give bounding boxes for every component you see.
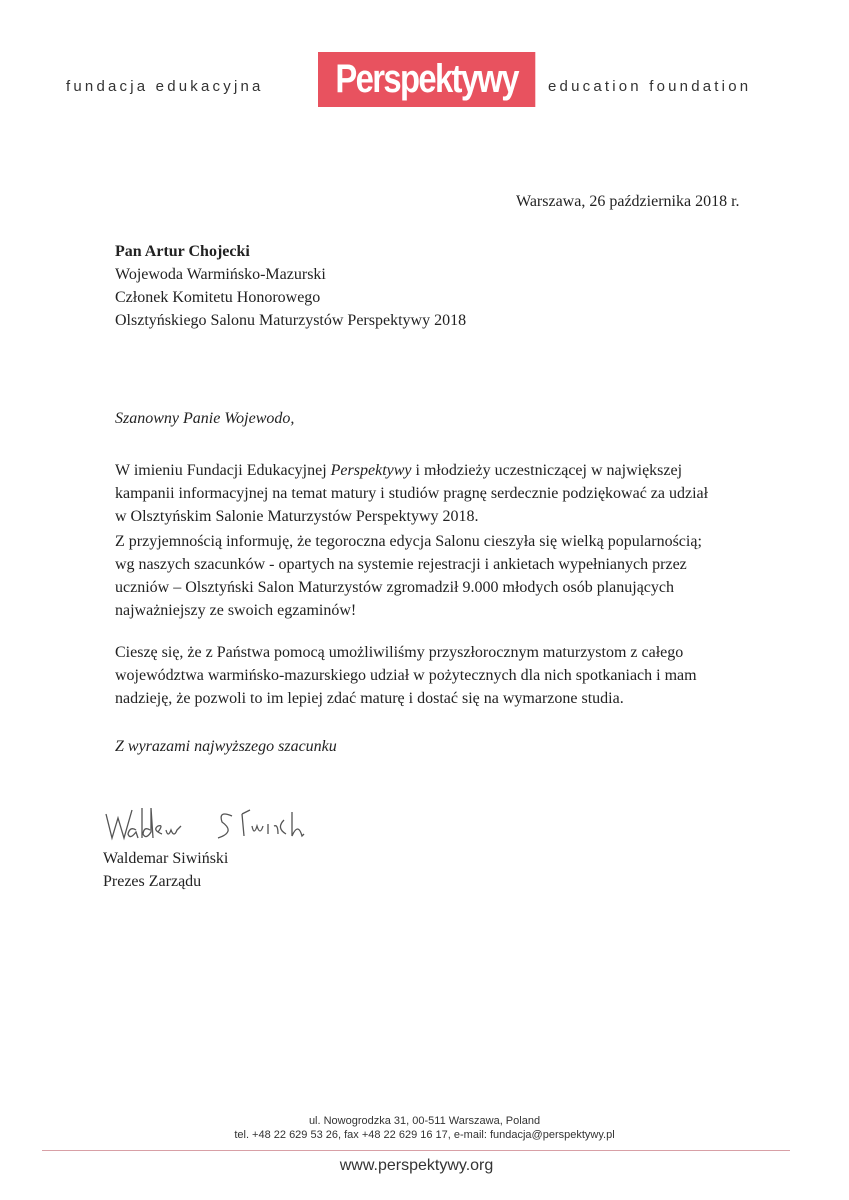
paragraph-line: województwa warmińsko-mazurskiego udział w pożytecznych dla nich spotkaniach i mam	[115, 667, 697, 684]
paragraph-line: uczniów – Olsztyński Salon Maturzystów zgromadził 9.000 młodych osób planujących	[115, 579, 675, 596]
signer-name: Waldemar Siwiński	[103, 850, 229, 867]
signer-block	[103, 847, 228, 893]
recipient-line: Wojewoda Warmińsko-Mazurski	[115, 266, 326, 283]
paragraph-line: Z przyjemnością informuję, że tegoroczna edycja Salonu cieszyła się wielką popularnością;	[115, 533, 702, 550]
text: W imieniu Fundacji Edukacyjnej	[115, 462, 331, 479]
paragraph-1	[115, 459, 708, 528]
recipient-name: Pan Artur Chojecki	[115, 243, 250, 260]
paragraph-line: Cieszę się, że z Państwa pomocą umożliwiliśmy przyszłorocznym maturzystom z całego	[115, 644, 684, 661]
paragraph-line: nadzieję, że pozwoli to im lepiej zdać maturę i dostać się na wymarzone studia.	[115, 690, 624, 707]
recipient-line: Olsztyńskiego Salonu Maturzystów Perspektywy 2018	[115, 312, 467, 329]
footer-contact: tel. +48 22 629 53 26, fax +48 22 629 16 17, e-mail: fundacja@perspektywy.pl	[234, 1129, 615, 1141]
paragraph-line: kampanii informacyjnej na temat matury i studiów pragnę serdecznie podziękować za udział	[115, 485, 709, 502]
recipient-block	[115, 240, 466, 332]
recipient-line: Członek Komitetu Honorowego	[115, 289, 321, 306]
handwritten-signature	[102, 800, 342, 850]
text: i młodzieży uczestniczącej w największej	[411, 462, 683, 479]
salutation: Szanowny Panie Wojewodo,	[115, 410, 295, 427]
letterhead-right-text: education foundation	[548, 78, 752, 95]
signer-title: Prezes Zarządu	[103, 873, 202, 890]
footer-website[interactable]: www.perspektywy.org	[339, 1157, 494, 1174]
perspektywy-logo: Perspektywy	[318, 52, 535, 107]
letter-date: Warszawa, 26 października 2018 r.	[516, 193, 740, 210]
paragraph-line: w Olsztyńskim Salonie Maturzystów Perspektywy 2018.	[115, 508, 479, 525]
paragraph-line: wg naszych szacunków - opartych na systemie rejestracji i ankietach wypełnianych przez	[115, 556, 687, 573]
letterhead-left-text: fundacja edukacyjna	[66, 78, 264, 95]
italic-name: Perspektywy	[330, 462, 412, 479]
paragraph-line: najważniejszy ze swoich egzaminów!	[115, 602, 357, 619]
paragraph-2	[115, 530, 702, 622]
closing: Z wyrazami najwyższego szacunku	[115, 738, 337, 755]
footer-divider	[42, 1150, 790, 1151]
footer-address: ul. Nowogrodzka 31, 00-511 Warszawa, Poland	[308, 1115, 541, 1127]
paragraph-3	[115, 641, 697, 710]
